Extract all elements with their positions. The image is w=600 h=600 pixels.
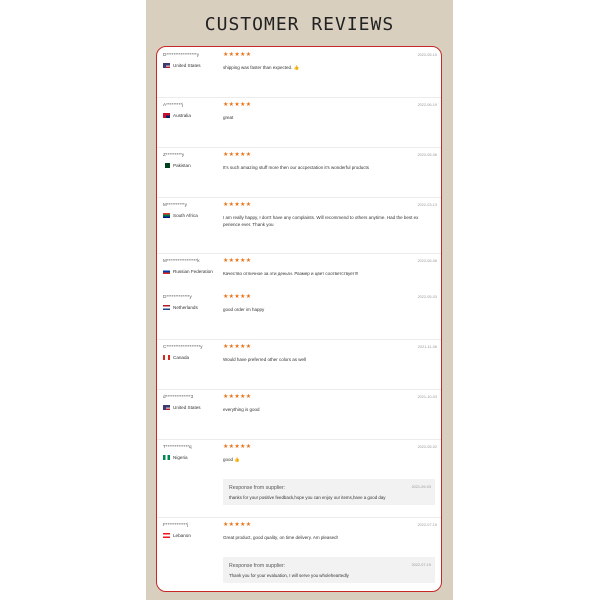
review-date: 2022-03-13 [417, 203, 437, 207]
reviewer-country: Australia [163, 113, 191, 118]
ng-flag-icon [163, 455, 170, 460]
review-date: 2022-05-06 [417, 153, 437, 157]
reviewer-country: Lebanon [163, 533, 191, 538]
star-rating: ★★★★★ [223, 152, 252, 158]
star-rating: ★★★★★ [223, 394, 252, 400]
review-item [157, 339, 441, 390]
review-date: 2021-11-06 [417, 345, 437, 349]
star-rating: ★★★★★ [223, 202, 252, 208]
reviewer-country: Russian Federation [163, 269, 213, 274]
review-item [157, 253, 441, 289]
review-item [157, 517, 441, 591]
reviewer-name: D*****************y [163, 52, 200, 57]
review-date: 2022-05-02 [417, 445, 437, 449]
reviewer-name: C*******************y [163, 344, 203, 349]
response-text: thanks for your positive feedback,hope you can enjoy our items,have a good day [229, 495, 386, 500]
ca-flag-icon [163, 355, 170, 360]
review-item [157, 147, 441, 198]
review-text: great [223, 115, 234, 120]
review-text: good 👍 [223, 457, 240, 462]
reviewer-name: T*************q [163, 444, 192, 449]
review-text: everything is good [223, 407, 260, 412]
reviewer-name: Z*********y [163, 152, 185, 157]
review-text: I am really happy, I don't have any complaints. Will recommend to others anytime. Had the best ex perience ever. Thank you [223, 215, 419, 227]
response-date: 2021-09-03 [411, 485, 431, 489]
response-date: 2022-07-19 [411, 563, 431, 567]
star-rating: ★★★★★ [223, 52, 252, 58]
pk-flag-icon [163, 163, 170, 168]
review-text: Would have preferred other colors as well [223, 357, 306, 362]
review-text: good order im happy [223, 307, 265, 312]
reviewer-country: Canada [163, 355, 189, 360]
response-heading: Response from supplier: [229, 563, 286, 569]
star-rating: ★★★★★ [223, 522, 252, 528]
response-heading: Response from supplier: [229, 485, 286, 491]
reviews-card [156, 46, 442, 592]
nl-flag-icon [163, 305, 170, 310]
star-rating: ★★★★★ [223, 294, 252, 300]
us-flag-icon [163, 63, 170, 68]
review-date: 2022-07-15 [417, 523, 437, 527]
star-rating: ★★★★★ [223, 102, 252, 108]
review-date: 2022-05-06 [417, 259, 437, 263]
star-rating: ★★★★★ [223, 444, 252, 450]
reviewer-name: D*************y [163, 294, 192, 299]
review-date: 2021-10-03 [417, 395, 437, 399]
review-item [157, 439, 441, 518]
review-item [157, 289, 441, 340]
lb-flag-icon [163, 533, 170, 538]
au-flag-icon [163, 113, 170, 118]
supplier-response [223, 557, 435, 583]
reviewer-name: M**********y [163, 202, 188, 207]
reviewer-country: Pakistan [163, 163, 191, 168]
reviewer-name: d**************3 [163, 394, 194, 399]
reviewer-name: A*********j [163, 102, 184, 107]
review-date: 2022-05-10 [417, 53, 437, 57]
star-rating: ★★★★★ [223, 258, 252, 264]
reviewer-country: United States [163, 405, 201, 410]
review-item [157, 47, 441, 98]
star-rating: ★★★★★ [223, 344, 252, 350]
review-date: 2022-05-03 [417, 295, 437, 299]
response-text: Thank you for your evaluation, I will serve you wholeheartedly [229, 573, 349, 578]
ru-flag-icon [163, 269, 170, 274]
supplier-response [223, 479, 435, 505]
review-text: shipping was faster than expected. 👍 [223, 65, 300, 70]
us-flag-icon [163, 405, 170, 410]
review-item [157, 97, 441, 148]
reviewer-country: United States [163, 63, 201, 68]
page-title: CUSTOMER REVIEWS [204, 14, 395, 35]
review-text: Great product, good quality, on time delivery. Am pleased! [223, 535, 338, 540]
review-item [157, 197, 441, 254]
reviewer-country: Netherlands [163, 305, 198, 310]
reviewer-name: F************j [163, 522, 189, 527]
reviewer-country: South Africa [163, 213, 198, 218]
reviewer-country: Nigeria [163, 455, 188, 460]
za-flag-icon [163, 213, 170, 218]
review-text: It's such amazing stuff more then our accpectation it's wonderful products [223, 165, 369, 170]
review-item [157, 389, 441, 440]
review-text: Качество отличное за эти деньги. Размер и цвет соответствует!!! [223, 271, 359, 276]
reviewer-name: M*****************k [163, 258, 200, 263]
review-date: 2022-06-19 [417, 103, 437, 107]
